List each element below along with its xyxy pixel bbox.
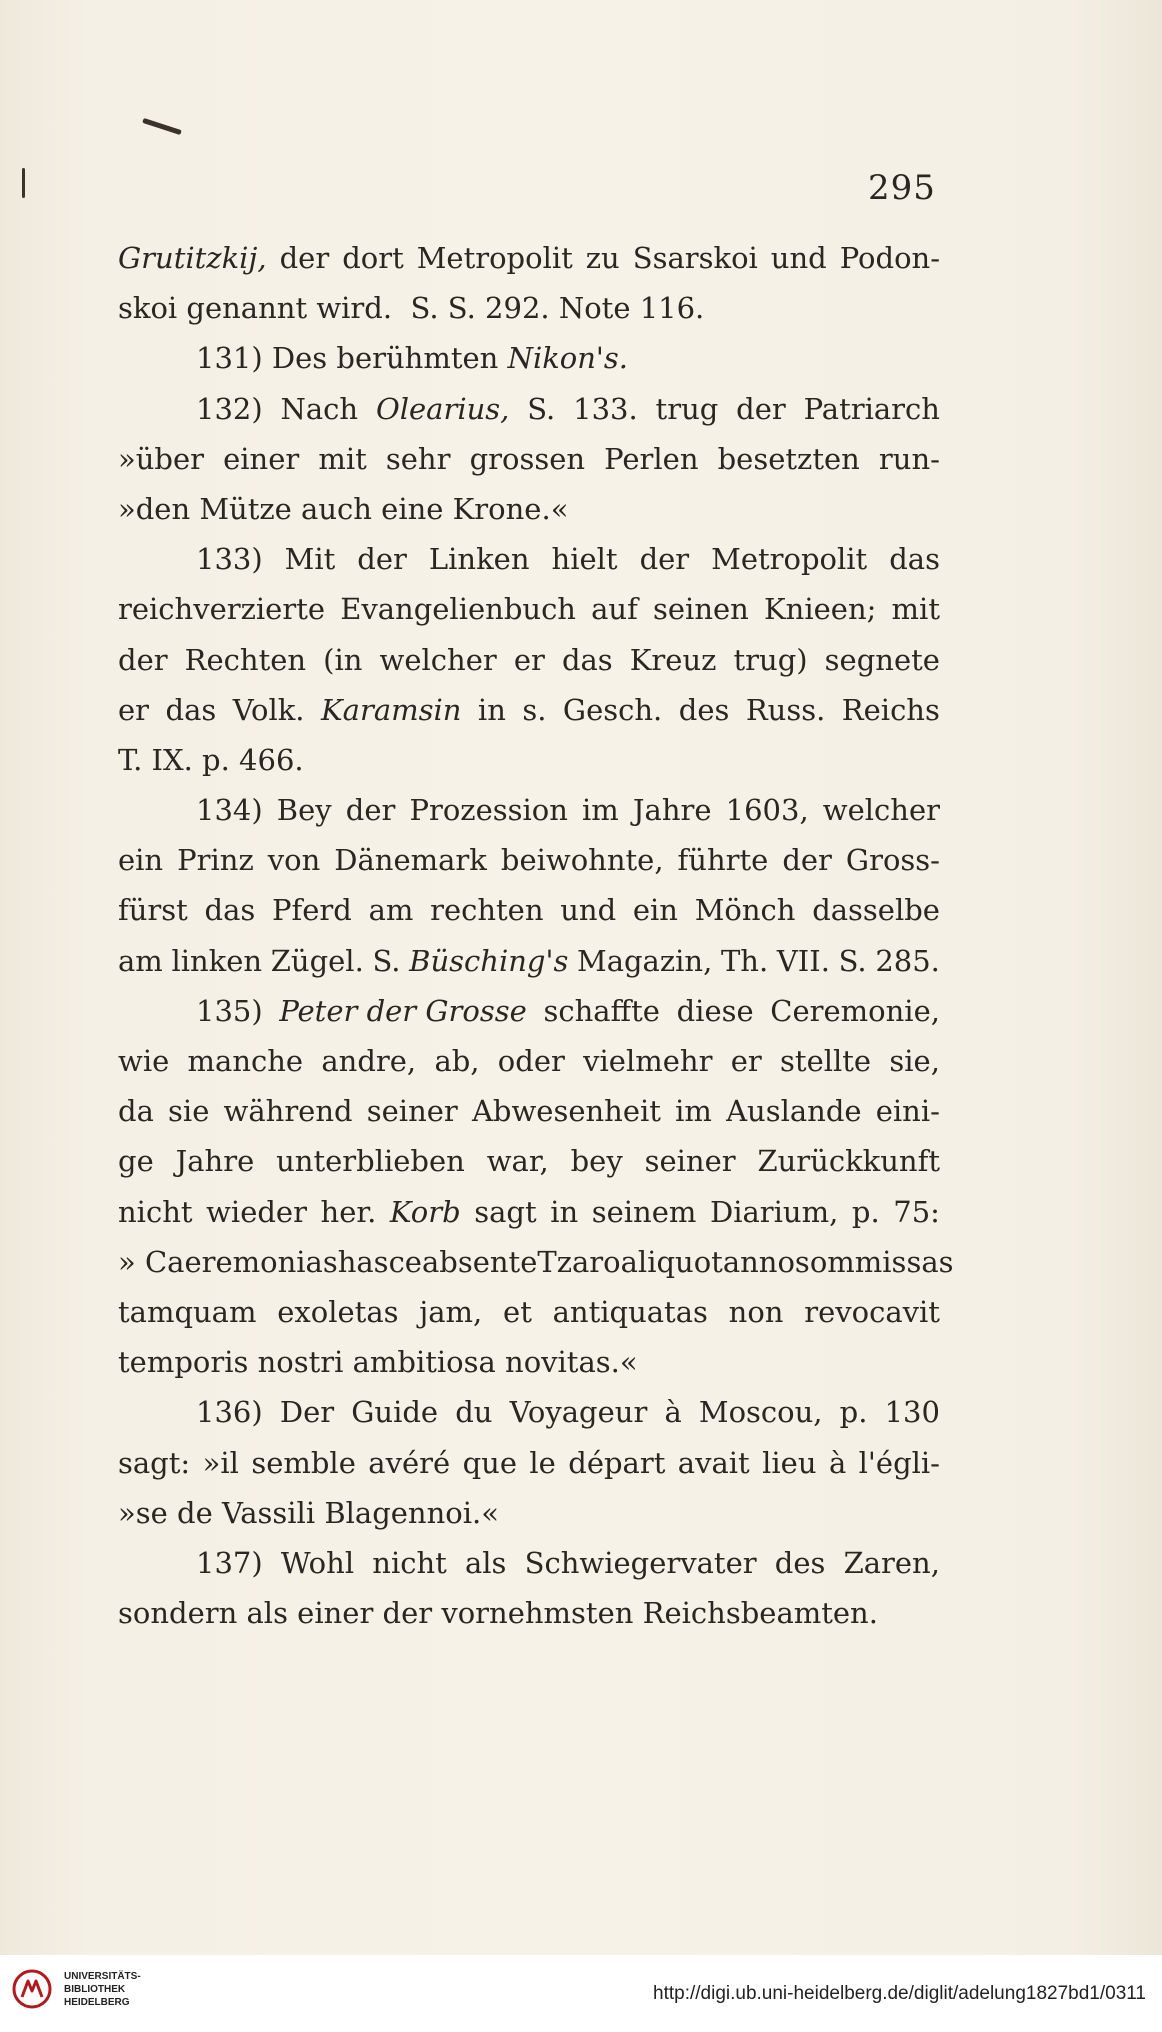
word: aliquot — [620, 1244, 723, 1279]
word: stellte — [780, 1044, 872, 1078]
word: Volk. — [232, 692, 305, 727]
italic-word: Peter der Grosse — [279, 993, 527, 1028]
word: der — [782, 843, 832, 878]
word: sie — [168, 1094, 210, 1129]
word: revocavit — [804, 1294, 940, 1329]
word: skoi genannt wird. S. S. 292. Note 116. — [118, 291, 705, 326]
word: 137) — [196, 1545, 263, 1580]
text-line — [118, 735, 940, 785]
word: fürst — [118, 893, 188, 928]
word: seiner — [366, 1094, 458, 1129]
text-line — [118, 1387, 940, 1437]
word: er — [730, 1044, 762, 1078]
word: besetzten — [717, 441, 860, 476]
word: à — [828, 1445, 847, 1480]
text-line — [118, 835, 940, 885]
word: in — [550, 1194, 579, 1229]
text-line — [118, 635, 940, 685]
word: der — [279, 241, 330, 275]
word: sie, — [889, 1044, 940, 1078]
text-line — [118, 936, 940, 986]
word: Linken — [428, 542, 530, 577]
word: am — [368, 893, 414, 928]
word: jam, — [419, 1294, 483, 1329]
word: Dänemark — [334, 843, 487, 878]
word: wie — [118, 1044, 170, 1078]
word: (in — [323, 642, 363, 677]
word: l'égli- — [858, 1445, 940, 1480]
word: absente — [421, 1244, 538, 1279]
word: dasselbe — [812, 893, 940, 928]
word: Prinz — [177, 843, 254, 878]
word: ge — [118, 1144, 154, 1179]
word: ein — [118, 843, 164, 878]
page-number: 295 — [868, 168, 936, 208]
word: Auslande — [726, 1094, 862, 1129]
text-line — [118, 685, 940, 735]
word: Patriarch — [803, 391, 940, 426]
word: 132) — [196, 391, 263, 426]
word: zu — [585, 241, 620, 275]
text-line — [118, 1187, 940, 1237]
word: 130 — [884, 1395, 940, 1430]
word: 135) — [196, 993, 263, 1028]
word: war, — [486, 1144, 549, 1179]
word: er — [118, 692, 150, 727]
italic-word: Büsching's — [409, 943, 569, 978]
text-line — [118, 1287, 940, 1337]
word: lieu — [762, 1445, 817, 1480]
word: als — [464, 1545, 507, 1580]
word: im — [582, 793, 619, 828]
word: rechten — [430, 893, 544, 928]
margin-mark — [142, 118, 182, 135]
word: vielmehr — [583, 1044, 713, 1078]
word: Evangelienbuch — [340, 592, 576, 627]
word: das — [889, 542, 940, 577]
word: semble — [251, 1445, 356, 1480]
word: und — [770, 241, 827, 275]
text-line — [118, 785, 940, 835]
word: 133) — [196, 542, 263, 577]
word: Voyageur — [509, 1395, 648, 1430]
word: »se de Vassili Blagennoi.« — [118, 1495, 499, 1530]
word: le — [529, 1445, 556, 1480]
word: beiwohnte, — [500, 843, 664, 878]
word: das — [204, 893, 256, 928]
footer-bar — [0, 1955, 1162, 2032]
word: départ — [568, 1445, 666, 1480]
word: von — [267, 843, 321, 878]
text-line — [118, 986, 940, 1036]
word: S. — [372, 943, 401, 978]
word: seinen — [653, 592, 749, 627]
word: à — [664, 1395, 682, 1430]
text-line — [118, 1136, 940, 1186]
word: T. IX. p. 466. — [118, 742, 304, 777]
word: reichverzierte — [118, 592, 326, 627]
italic-word: Olearius, — [375, 391, 510, 426]
word: Jahre — [632, 793, 712, 828]
word: s. — [522, 692, 547, 727]
word: da — [118, 1094, 154, 1129]
word: que — [462, 1445, 517, 1480]
text-line — [118, 233, 940, 283]
word: schaffte — [543, 993, 660, 1028]
word: Mit — [284, 542, 336, 577]
word: non — [728, 1294, 784, 1329]
italic-word: Nikon's. — [507, 341, 628, 376]
text-line — [118, 1086, 940, 1136]
word: der — [357, 542, 407, 577]
word: hasce — [337, 1244, 422, 1279]
source-url[interactable]: http://digi.ub.uni-heidelberg.de/diglit/adelung1827bd1/0311 — [653, 1983, 1146, 2004]
text-line — [118, 434, 940, 484]
word: S. — [838, 943, 867, 978]
word: Metropolit — [711, 542, 868, 577]
text-line — [118, 584, 940, 634]
word: nicht — [372, 1545, 447, 1580]
word: annos — [722, 1244, 810, 1279]
word: Kreuz — [629, 642, 717, 677]
word: der — [639, 542, 690, 577]
word: diese — [676, 993, 754, 1028]
word: Zaren, — [843, 1545, 940, 1580]
word: Podon- — [839, 241, 940, 275]
word: trug — [655, 391, 719, 426]
word: exoletas — [277, 1294, 399, 1329]
word: et — [503, 1294, 532, 1329]
text-line — [118, 885, 940, 935]
word: während — [223, 1094, 353, 1129]
word: segnete — [824, 642, 940, 677]
word: Diarium, — [709, 1194, 839, 1229]
word: her. — [320, 1194, 377, 1229]
text-line — [118, 534, 940, 584]
word: sagt — [474, 1194, 537, 1229]
word: führte — [677, 843, 769, 878]
word: Abwesenheit — [471, 1094, 661, 1129]
word: Metropolit — [416, 241, 573, 275]
word: Ceremonie, — [770, 993, 940, 1028]
word: Ssarskoi — [632, 241, 758, 275]
text-line — [118, 1438, 940, 1488]
word: der — [345, 793, 396, 828]
word: andre, — [321, 1044, 417, 1078]
word: Pferd — [272, 893, 352, 928]
word: Rechten — [184, 642, 307, 677]
text-line — [118, 384, 940, 434]
logo-text — [64, 1970, 141, 2009]
logo-line: UNIVERSITÄTS- — [64, 1970, 141, 1982]
word: VII. — [776, 943, 830, 978]
word: mit — [318, 441, 367, 476]
word: 134) — [196, 793, 263, 828]
word: Gross- — [845, 843, 940, 878]
word: der — [118, 642, 168, 677]
word: Knieen; — [764, 592, 877, 627]
university-seal-icon — [12, 1969, 52, 2009]
word: unterblieben — [276, 1144, 465, 1179]
word: welcher — [822, 793, 940, 828]
word: Moscou, — [698, 1395, 823, 1430]
word: avait — [677, 1445, 750, 1480]
text-line — [118, 1337, 940, 1387]
word: er — [513, 642, 545, 677]
word: seinem — [591, 1194, 697, 1229]
word: »den Mütze auch eine Krone.« — [118, 491, 569, 526]
word: temporis nostri ambitiosa novitas.« — [118, 1345, 638, 1380]
text-line — [118, 1237, 954, 1287]
word: ab, — [434, 1044, 480, 1078]
word: ein — [632, 893, 678, 928]
word: sondern als einer der vornehmsten Reichsbeamten. — [118, 1596, 878, 1631]
word: einer — [223, 441, 300, 476]
word: 131) Des berühmten — [196, 341, 508, 376]
word: antiquatas — [552, 1294, 708, 1329]
word: das — [165, 692, 217, 727]
text-line — [118, 283, 940, 333]
italic-word: Karamsin — [321, 692, 462, 727]
margin-mark — [22, 168, 25, 198]
word: avéré — [368, 1445, 451, 1480]
word: oder — [497, 1044, 565, 1078]
word: Magazin, — [577, 943, 713, 978]
word: seiner — [644, 1144, 736, 1179]
word: Zügel. — [270, 943, 364, 978]
word: p. — [851, 1194, 880, 1229]
word: und — [560, 893, 617, 928]
library-logo[interactable] — [12, 1969, 141, 2009]
text-line — [118, 333, 940, 383]
body-text — [118, 233, 954, 1638]
word: »il — [202, 1445, 239, 1480]
word: welcher — [379, 642, 497, 677]
text-line — [118, 1538, 940, 1588]
word: mit — [891, 592, 940, 627]
word: Der — [279, 1395, 335, 1430]
word: tamquam — [118, 1294, 257, 1329]
word: 285. — [875, 943, 940, 978]
word: Wohl — [280, 1545, 355, 1580]
word: wieder — [206, 1194, 307, 1229]
logo-line: BIBLIOTHEK — [64, 1983, 126, 1995]
italic-word: Korb — [389, 1194, 461, 1229]
word: nicht — [118, 1194, 193, 1229]
word: Zurückkunft — [757, 1144, 940, 1179]
word: Russ. — [745, 692, 826, 727]
word: auf — [591, 592, 638, 627]
word: p. — [839, 1395, 868, 1430]
word: Guide — [351, 1395, 439, 1430]
logo-line: HEIDELBERG — [64, 1996, 130, 2008]
word: in — [477, 692, 506, 727]
word: Tzaro — [537, 1244, 621, 1279]
word: Mönch — [694, 893, 796, 928]
word: trug) — [733, 642, 808, 677]
text-line — [118, 484, 940, 534]
word: Bey — [276, 793, 332, 828]
word: am — [118, 943, 163, 978]
word: Schwiegervater — [524, 1545, 757, 1580]
word: grossen — [469, 441, 586, 476]
word: Reichs — [841, 692, 940, 727]
word: des — [774, 1545, 826, 1580]
word: sehr — [385, 441, 451, 476]
word: run- — [878, 441, 940, 476]
word: du — [455, 1395, 493, 1430]
text-line — [118, 1488, 940, 1538]
word: 133. — [573, 391, 638, 426]
word: dort — [342, 241, 404, 275]
italic-word: Grutitzkij, — [118, 241, 267, 275]
word: Gesch. — [562, 692, 663, 727]
text-line — [118, 1588, 940, 1638]
word: »über — [118, 441, 205, 476]
word: Th. — [720, 943, 769, 978]
word: » Caeremonias — [118, 1244, 338, 1279]
word: bey — [570, 1144, 623, 1179]
word: Jahre — [175, 1144, 255, 1179]
word: S. — [527, 391, 556, 426]
word: 136) — [196, 1395, 263, 1430]
word: 1603, — [725, 793, 809, 828]
word: Perlen — [604, 441, 699, 476]
word: hielt — [551, 542, 618, 577]
word: Prozession — [409, 793, 568, 828]
word: der — [736, 391, 786, 426]
word: 75: — [893, 1194, 940, 1229]
word: Nach — [280, 391, 359, 426]
word: sagt: — [118, 1445, 191, 1480]
word: ommissas — [809, 1244, 954, 1279]
word: eini- — [875, 1094, 940, 1129]
word: des — [678, 692, 730, 727]
word: im — [675, 1094, 712, 1129]
text-line — [118, 1036, 940, 1086]
word: manche — [187, 1044, 304, 1078]
word: das — [561, 642, 613, 677]
word: linken — [171, 943, 263, 978]
